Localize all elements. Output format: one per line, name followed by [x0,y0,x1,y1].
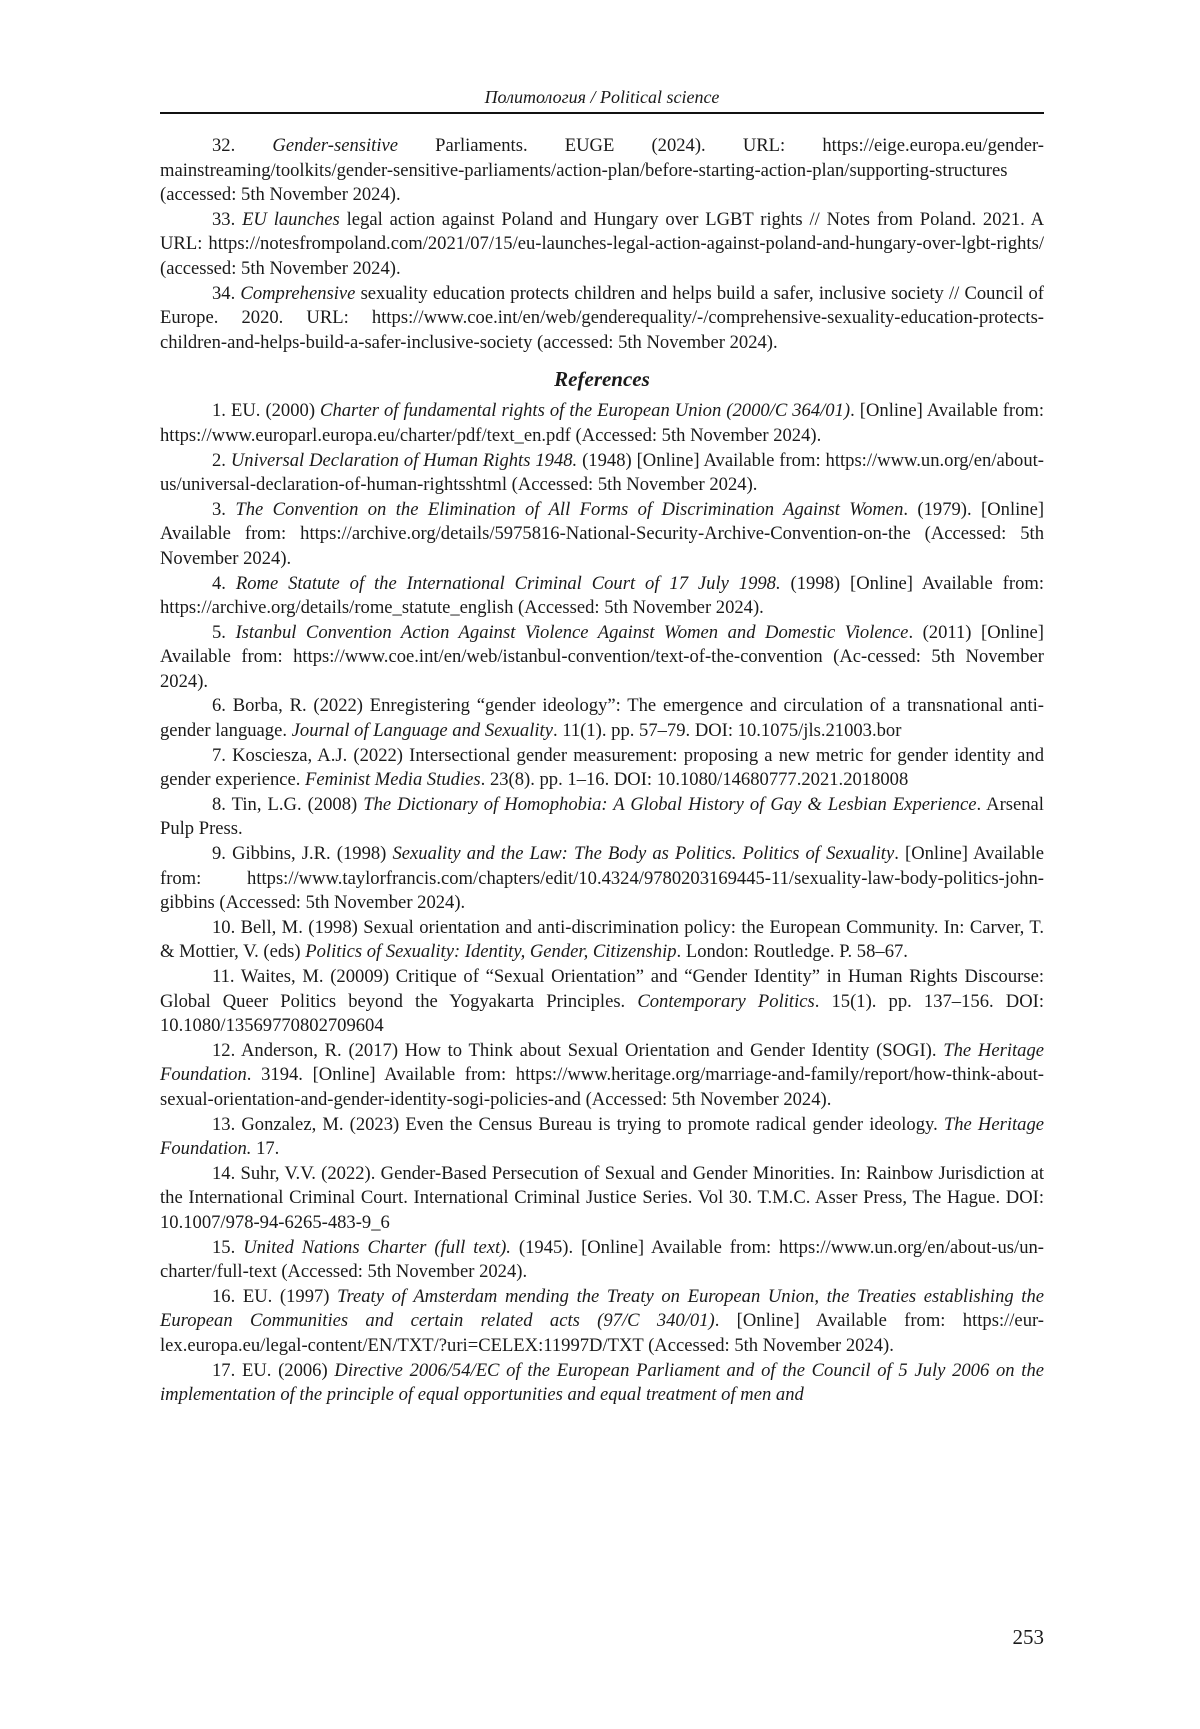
header-rule [160,112,1044,114]
entry-italic: Contemporary Politics [637,990,815,1012]
entry-after: . 15(1). pp. 137–156. DOI: 10.1080/13569770802709604 [160,990,1044,1037]
entry-after: (1948) [Online] Available from: https://www.un.org/en/about-us/universal-declaration-of-human-rightsshtml (Accessed: 5th November 2024). [160,449,1044,496]
notes-list [160,134,1044,355]
reference-entry [160,1359,1044,1408]
entry-rest: Parliaments. EUGE (2024). URL: https://eige.europa.eu/gender-mainstreaming/toolkits/gender-sensitive-parliaments/action-plan/before-starting-action-plan/supporting-structures (accessed: 5th November 2024). [160,135,1044,206]
entry-before: EU. (1997) [235,1285,338,1307]
entry-italic: Rome Statute of the International Criminal Court of 17 July 1998. [235,572,781,594]
entry-italic: United Nations Charter (full text). [243,1236,511,1258]
entry-num: 12. [212,1039,236,1061]
entry-after: . 23(8). pp. 1–16. DOI: 10.1080/14680777.2021.2018008 [480,769,909,791]
entry-num: 11. [212,966,235,987]
entry-italic: Istanbul Convention Action Against Violence Against Women and Domestic Violence [235,621,909,643]
entry-num: 15. [212,1236,236,1258]
entry-rest: sexuality education protects children and helps build a safer, inclusive society // Council of Europe. 2020. URL: https://www.coe.int/en/web/genderequality/-/comprehensive-sexuality-education-protects-children-and-helps-build-a-safer-inclusive-society (accessed: 5th November 2024). [160,282,1044,353]
note-entry [160,134,1044,208]
entry-num: 14. [212,1162,236,1184]
entry-italic: Treaty of Amsterdam mending the Treaty on European Union, the Treaties establishing the European Communities and certain related acts (97/C 340/01) [160,1285,1044,1332]
entry-before [235,1237,243,1258]
reference-entry [160,1162,1044,1236]
reference-entry [160,744,1044,793]
entry-num: 17. [212,1359,236,1381]
reference-entry [160,1039,1044,1113]
entry-after: . [Online] Available from: https://www.taylorfrancis.com/chapters/edit/10.4324/9780203169445-11/sexuality-law-body-politics-john-gibbins (Accessed: 5th November 2024). [160,843,1044,914]
entry-italic: Directive 2006/54/EC of the European Parliament and of the Council of 5 July 2006 on the implementation of the principle of equal opportunities and equal treatment of men and [160,1359,1044,1406]
entry-before: Bell, M. (1998) Sexual orientation and anti-discrimination policy: the European Community. In: Carver, T. & Mottier, V. (eds) [160,916,1044,963]
entry-italic: Charter of fundamental rights of the European Union (2000/C 364/01) [320,400,851,422]
entry-italic: Comprehensive [240,282,356,304]
entry-rest: legal action against Poland and Hungary over LGBT rights // Notes from Poland. 2021. A URL: https://notesfrompoland.com/2021/07/15/eu-launches-legal-action-against-poland-and-hungary-over-lgbt-rights/ (accessed: 5th November 2024). [160,208,1044,279]
reference-entry [160,399,1044,448]
entry-before: Gibbins, J.R. (1998) [225,843,393,865]
entry-after: . (1979). [Online] Available from: https://archive.org/details/5975816-National-Security-Archive-Convention-on-the (Accessed: 5th November 2024). [160,498,1045,569]
page-number: 253 [1012,1625,1044,1649]
entry-after: . [Online] Available from: https://eur-lex.europa.eu/legal-content/EN/TXT/?uri=CELEX:11997D/TXT (Accessed: 5th November 2024). [160,1310,1044,1356]
reference-entry [160,965,1044,1039]
entry-italic: The Heritage Foundation. [160,1113,1044,1160]
entry-before: Tin, L.G. (2008) [225,793,364,815]
entry-italic: Gender-sensitive [272,135,399,156]
entry-before: Kosciesza, A.J. (2022) Intersectional gender measurement: proposing a new metric for gender identity and gender experience. [160,744,1044,791]
entry-after: 17. [251,1138,280,1160]
entry-num: 4. [212,572,226,594]
entry-italic: The Heritage Foundation [160,1039,1044,1086]
entry-num: 2. [212,449,226,471]
reference-entry [160,1236,1044,1285]
entry-italic: Politics of Sexuality: Identity, Gender, Citizenship [305,941,677,963]
entry-before: Gonzalez, M. (2023) Even the Census Bureau is trying to promote radical gender ideology. [235,1113,944,1135]
entry-italic: Sexuality and the Law: The Body as Politics. Politics of Sexuality [392,843,895,865]
entry-after: (1998) [Online] Available from: https://archive.org/details/rome_statute_english (Accessed: 5th November 2024). [160,572,1044,619]
entry-before: Suhr, V.V. (2022). Gender-Based Persecution of Sexual and Gender Minorities. In: Rainbow Jurisdiction at the International Criminal Court. International Criminal Justice Series. Vol 30. T.M.C. Asser Press, The Hague. DOI: 10.1007/978-94-6265-483-9_6 [160,1162,1044,1233]
entry-before [226,573,236,594]
entry-num: 16. [212,1285,236,1307]
reference-entry [160,793,1044,842]
entry-num: 13. [212,1113,236,1135]
reference-entry [160,1113,1044,1162]
entry-num: 6. [212,695,226,717]
entry-after: . 3194. [Online] Available from: https://www.heritage.org/marriage-and-family/report/how-think-about-sexual-orientation-and-gender-identity-sogi-policies-and (Accessed: 5th November 2024). [160,1064,1044,1110]
note-entry [160,282,1044,356]
entry-italic: Feminist Media Studies [305,769,481,791]
reference-entry [160,916,1044,965]
entry-num: 33. [212,208,236,230]
entry-num: 10. [212,916,236,938]
entry-italic: EU launches [242,208,340,230]
entry-after: . (2011) [Online] Available from: https://www.coe.int/en/web/istanbul-convention/text-of-the-convention (Ac-cessed: 5th November 2024). [160,621,1044,692]
entry-after: (1945). [Online] Available from: https://www.un.org/en/about-us/un-charter/full-text (Accessed: 5th November 2024). [160,1236,1044,1283]
entry-before: EU. (2006) [235,1359,335,1381]
references-list [160,399,1044,1407]
running-head: Политология / Political science [484,87,720,107]
page-content [160,134,1044,1408]
entry-after: . Arsenal Pulp Press. [160,793,1044,840]
entry-after: . London: Routledge. P. 58–67. [676,941,908,963]
reference-entry [160,694,1044,743]
entry-num: 9. [212,843,226,865]
reference-entry [160,498,1044,572]
entry-before: Borba, R. (2022) Enregistering “gender ideology”: The emergence and circulation of a transnational anti-gender language. [160,695,1044,742]
references-heading: References [554,367,650,392]
entry-num: 5. [212,621,226,643]
note-entry [160,208,1044,282]
entry-italic: Journal of Language and Sexuality [291,720,553,742]
entry-italic: Universal Declaration of Human Rights 1948. [230,449,578,471]
entry-after: . [Online] Available from: https://www.europarl.europa.eu/charter/pdf/text_en.pdf (Accessed: 5th November 2024). [160,400,1045,446]
entry-before: Anderson, R. (2017) How to Think about Sexual Orientation and Gender Identity (SOGI). [235,1039,944,1061]
entry-num: 34. [212,282,236,304]
entry-before: Waites, M. (20009) Critique of “Sexual Orientation” and “Gender Identity” in Human Rights Discourse: Global Queer Politics beyond the Yogyakarta Principles. [160,966,1044,1012]
entry-num: 8. [212,793,226,815]
entry-num: 3. [212,498,226,520]
reference-entry [160,621,1044,695]
entry-after: . 11(1). pp. 57–79. DOI: 10.1075/jls.21003.bor [552,720,902,742]
reference-entry [160,1285,1044,1359]
reference-entry [160,449,1044,498]
reference-entry [160,842,1044,916]
entry-before: EU. (2000) [225,400,321,422]
reference-entry [160,572,1044,621]
entry-italic: The Dictionary of Homophobia: A Global History of Gay & Lesbian Experience [363,793,977,815]
entry-italic: The Convention on the Elimination of All Forms of Discrimination Against Women [235,498,904,520]
entry-before [226,499,235,520]
entry-num: 7. [212,744,226,766]
entry-num: 1. [212,400,226,422]
entry-num: 32. [212,135,236,156]
